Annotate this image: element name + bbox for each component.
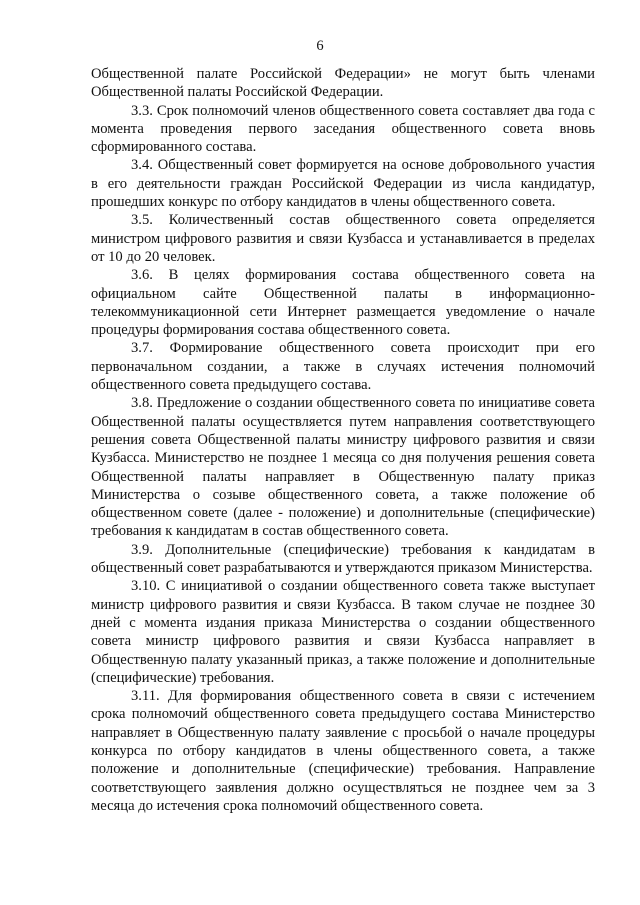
paragraph-3-4: 3.4. Общественный совет формируется на основе добровольного участия в его деятельности граждан Российской Федерации из числа кандидатур, прошедших конкурс по отбору кандидатов в члены общественного совета.	[91, 157, 595, 211]
document-body	[91, 65, 595, 815]
paragraph-3-10: 3.10. С инициативой о создании общественного совета также выступает министр цифрового развития и связи Кузбасса. В таком случае не позднее 30 дней с момента издания приказа Министерства о создании общественного совета министр цифрового развития и связи Кузбасса направляет в Общественную палату указанный приказ, а также положение и дополнительные (специфические) требования.	[91, 578, 595, 686]
paragraph-3-11: 3.11. Для формирования общественного совета в связи с истечением срока полномочий общественного совета предыдущего состава Министерство направляет в Общественную палату заявление с просьбой о начале процедуры конкурса по отбору кандидатов в члены общественного совета, а также положение и дополнительные (специфические) требования. Направление соответствующего заявления должно осуществляться не позднее чем за 3 месяца до истечения срока полномочий общественного совета.	[91, 688, 595, 814]
paragraph-3-9: 3.9. Дополнительные (специфические) требования к кандидатам в общественный совет разрабатываются и утверждаются приказом Министерства.	[91, 541, 595, 577]
paragraph-3-3: 3.3. Срок полномочий членов общественного совета составляет два года с момента проведения первого заседания общественного совета вновь сформированного состава.	[91, 102, 595, 156]
paragraph-3-7: 3.7. Формирование общественного совета происходит при его первоначальном создании, а также в случаях истечения полномочий общественного совета предыдущего состава.	[91, 340, 595, 394]
paragraph-continuation: Общественной палате Российской Федерации» не могут быть членами Общественной палаты Российской Федерации.	[91, 66, 595, 101]
paragraph-3-6: 3.6. В целях формирования состава общественного совета на официальном сайте Общественной палаты в информационно-телекоммуникационной сети Интернет размещается уведомление о начале процедуры формирования состава общественного совета.	[91, 267, 595, 339]
page-number: 6	[316, 38, 324, 54]
paragraph-3-8: 3.8. Предложение о создании общественного совета по инициативе совета Общественной палаты осуществляется путем направления соответствующего решения совета Общественной палаты министру цифрового развития и связи Кузбасса. Министерство не позднее 1 месяца со дня получения решения совета Общественной палаты направляет в Общественную палату приказ Министерства о созыве общественного совета, а также положение об общественном совете (далее - положение) и дополнительные (специфические) требования к кандидатам в состав общественного совета.	[91, 395, 595, 540]
paragraph-3-5: 3.5. Количественный состав общественного совета определяется министром цифрового развития и связи Кузбасса и устанавливается в пределах от 10 до 20 человек.	[91, 212, 595, 265]
